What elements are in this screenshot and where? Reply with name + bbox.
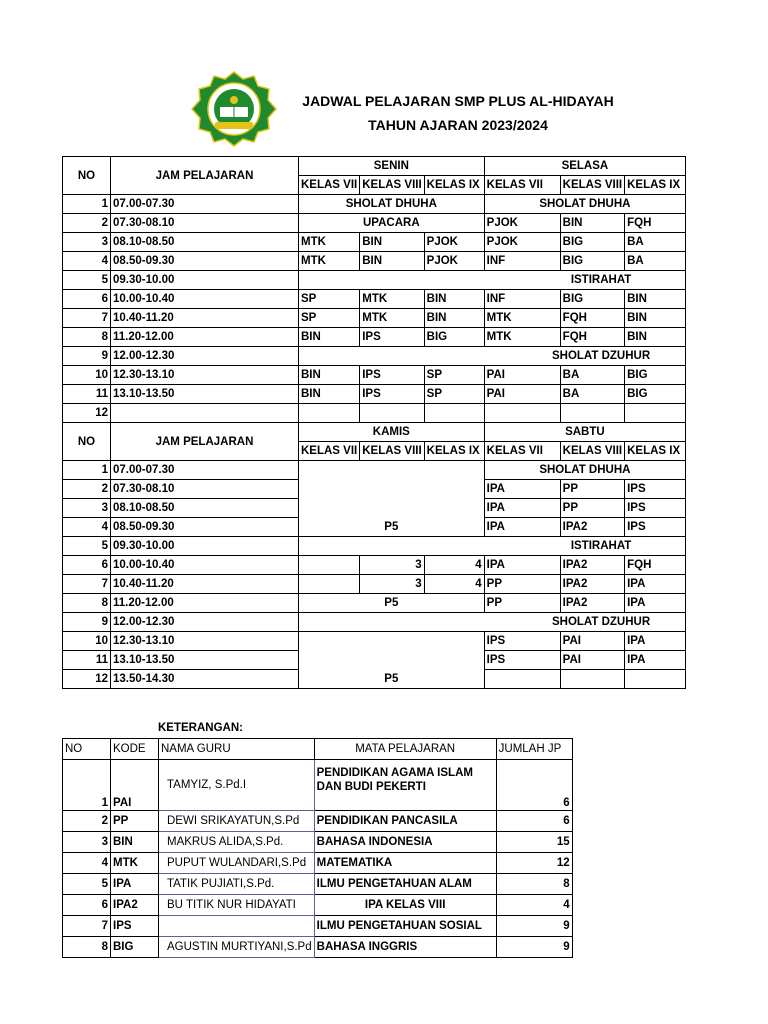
row-jp: 6 bbox=[496, 760, 572, 811]
subject-cell: MTK bbox=[484, 309, 560, 328]
subject-cell: PP bbox=[484, 575, 560, 594]
table-row bbox=[63, 556, 686, 575]
row-guru: PUPUT WULANDARI,S.Pd bbox=[159, 853, 315, 874]
table-row bbox=[63, 613, 686, 632]
subject-cell: BIN bbox=[360, 233, 424, 252]
subject-cell: PJOK bbox=[424, 233, 484, 252]
row-no: 4 bbox=[63, 518, 111, 537]
row-guru: TATIK PUJIATI,S.Pd. bbox=[159, 874, 315, 895]
header-kelas: KELAS VII bbox=[299, 442, 360, 461]
row-no: 10 bbox=[63, 632, 111, 651]
header-kelas: KELAS VII bbox=[484, 442, 560, 461]
subject-cell: INF bbox=[484, 290, 560, 309]
activity-cell: ISTIRAHAT bbox=[299, 537, 686, 556]
row-time: 07.30-08.10 bbox=[111, 214, 299, 233]
table-row bbox=[63, 632, 686, 651]
row-jp: 6 bbox=[496, 811, 572, 832]
row-no: 6 bbox=[63, 556, 111, 575]
subject-cell: PAI bbox=[484, 366, 560, 385]
row-kode: IPS bbox=[111, 916, 159, 937]
header-jam: JAM PELAJARAN bbox=[111, 157, 299, 195]
row-jp: 8 bbox=[496, 874, 572, 895]
subject-cell: IPS bbox=[484, 651, 560, 670]
header-guru: NAMA GURU bbox=[159, 739, 315, 760]
subject-cell: MTK bbox=[299, 233, 360, 252]
page-title: JADWAL PELAJARAN SMP PLUS AL-HIDAYAH bbox=[302, 93, 614, 109]
header-selasa: SELASA bbox=[484, 157, 685, 176]
row-guru: MAKRUS ALIDA,S.Pd. bbox=[159, 832, 315, 853]
subject-cell: FQH bbox=[625, 556, 686, 575]
subject-cell: IPA2 bbox=[560, 518, 624, 537]
subject-cell: PAI bbox=[484, 385, 560, 404]
schedule-table bbox=[62, 156, 686, 689]
activity-cell: ISTIRAHAT bbox=[299, 271, 686, 290]
subject-cell: BIN bbox=[625, 328, 686, 347]
header-jp: JUMLAH JP bbox=[496, 739, 572, 760]
table-row bbox=[63, 895, 573, 916]
row-no: 7 bbox=[63, 916, 111, 937]
row-time: 12.00-12.30 bbox=[111, 347, 299, 366]
header-mapel: MATA PELAJARAN bbox=[314, 739, 496, 760]
header-kelas: KELAS VIII bbox=[360, 176, 424, 195]
header-kelas: KELAS IX bbox=[424, 176, 484, 195]
subject-cell: PAI bbox=[560, 651, 624, 670]
row-time: 08.10-08.50 bbox=[111, 233, 299, 252]
table-row bbox=[63, 328, 686, 347]
row-no: 7 bbox=[63, 575, 111, 594]
table-row bbox=[63, 404, 686, 423]
subject-cell: BA bbox=[625, 233, 686, 252]
row-mapel: ILMU PENGETAHUAN ALAM bbox=[314, 874, 496, 895]
activity-cell: UPACARA bbox=[299, 214, 485, 233]
row-time: 08.50-09.30 bbox=[111, 518, 299, 537]
row-mapel: PENDIDIKAN AGAMA ISLAM DAN BUDI PEKERTI bbox=[314, 760, 496, 811]
table-row bbox=[63, 252, 686, 271]
header-kelas: KELAS VII bbox=[299, 176, 360, 195]
subject-cell: BIN bbox=[360, 252, 424, 271]
subject-cell: IPS bbox=[625, 518, 686, 537]
row-no: 1 bbox=[63, 195, 111, 214]
row-no: 3 bbox=[63, 233, 111, 252]
subject-cell: IPA2 bbox=[560, 556, 624, 575]
subject-cell: IPA bbox=[484, 480, 560, 499]
row-kode: IPA2 bbox=[111, 895, 159, 916]
subject-cell: BIN bbox=[424, 309, 484, 328]
page-subtitle: TAHUN AJARAN 2023/2024 bbox=[368, 117, 548, 133]
subject-cell: BIN bbox=[625, 290, 686, 309]
row-time: 10.00-10.40 bbox=[111, 290, 299, 309]
header-no: NO bbox=[63, 739, 111, 760]
table-row bbox=[63, 594, 686, 613]
subject-cell: IPA bbox=[625, 575, 686, 594]
subject-cell: IPA bbox=[625, 651, 686, 670]
subject-cell: PJOK bbox=[484, 233, 560, 252]
activity-cell: SHOLAT DHUHA bbox=[299, 195, 485, 214]
table-row bbox=[63, 347, 686, 366]
row-no: 10 bbox=[63, 366, 111, 385]
row-time: 11.20-12.00 bbox=[111, 594, 299, 613]
p5-cell: P5 bbox=[299, 594, 485, 613]
table-row bbox=[63, 874, 573, 895]
number-cell: 4 bbox=[424, 575, 484, 594]
row-kode: PP bbox=[111, 811, 159, 832]
header-kelas: KELAS IX bbox=[625, 176, 686, 195]
row-no: 3 bbox=[63, 832, 111, 853]
header-no: NO bbox=[63, 157, 111, 195]
subject-cell: BIN bbox=[625, 309, 686, 328]
subject-cell: SP bbox=[424, 385, 484, 404]
number-cell: 3 bbox=[360, 575, 424, 594]
row-no: 8 bbox=[63, 937, 111, 958]
subject-cell: BIN bbox=[560, 214, 624, 233]
row-time: 12.30-13.10 bbox=[111, 366, 299, 385]
subject-cell: PP bbox=[484, 594, 560, 613]
row-mapel: IPA KELAS VIII bbox=[314, 895, 496, 916]
row-no: 2 bbox=[63, 480, 111, 499]
row-time: 13.50-14.30 bbox=[111, 670, 299, 689]
header-kelas: KELAS VIII bbox=[560, 176, 624, 195]
activity-cell: SHOLAT DHUHA bbox=[484, 461, 685, 480]
row-no: 7 bbox=[63, 309, 111, 328]
header-kelas: KELAS IX bbox=[424, 442, 484, 461]
table-row bbox=[63, 271, 686, 290]
table-row bbox=[63, 937, 573, 958]
row-time: 13.10-13.50 bbox=[111, 385, 299, 404]
table-row bbox=[63, 832, 573, 853]
subject-cell: BIG bbox=[560, 252, 624, 271]
row-kode: BIG bbox=[111, 937, 159, 958]
row-no: 9 bbox=[63, 347, 111, 366]
row-mapel: PENDIDIKAN PANCASILA bbox=[314, 811, 496, 832]
header-kelas: KELAS VII bbox=[484, 176, 560, 195]
subject-cell: SP bbox=[424, 366, 484, 385]
table-row bbox=[63, 195, 686, 214]
row-no: 6 bbox=[63, 290, 111, 309]
row-time: 12.00-12.30 bbox=[111, 613, 299, 632]
number-cell: 3 bbox=[360, 556, 424, 575]
row-time: 08.10-08.50 bbox=[111, 499, 299, 518]
row-guru: BU TITIK NUR HIDAYATI bbox=[159, 895, 315, 916]
subject-cell: PJOK bbox=[484, 214, 560, 233]
row-kode: IPA bbox=[111, 874, 159, 895]
row-time: 13.10-13.50 bbox=[111, 651, 299, 670]
row-no: 9 bbox=[63, 613, 111, 632]
row-no: 11 bbox=[63, 651, 111, 670]
header-jam: JAM PELAJARAN bbox=[111, 423, 299, 461]
row-time: 08.50-09.30 bbox=[111, 252, 299, 271]
row-no: 6 bbox=[63, 895, 111, 916]
row-time: 07.30-08.10 bbox=[111, 480, 299, 499]
keterangan-header bbox=[63, 739, 573, 760]
row-mapel: MATEMATIKA bbox=[314, 853, 496, 874]
table-row bbox=[63, 537, 686, 556]
row-no: 11 bbox=[63, 385, 111, 404]
subject-cell: FQH bbox=[560, 309, 624, 328]
row-no: 12 bbox=[63, 404, 111, 423]
header-sabtu: SABTU bbox=[484, 423, 685, 442]
row-no: 5 bbox=[63, 537, 111, 556]
subject-cell: BIN bbox=[299, 328, 360, 347]
row-time: 11.20-12.00 bbox=[111, 328, 299, 347]
header-kamis: KAMIS bbox=[299, 423, 485, 442]
row-kode: PAI bbox=[111, 760, 159, 811]
row-time: 12.30-13.10 bbox=[111, 632, 299, 651]
row-guru bbox=[159, 916, 315, 937]
subject-cell: SP bbox=[299, 290, 360, 309]
subject-cell: BA bbox=[560, 385, 624, 404]
subject-cell: IPA bbox=[625, 632, 686, 651]
row-kode: MTK bbox=[111, 853, 159, 874]
row-no: 4 bbox=[63, 252, 111, 271]
subject-cell: IPA2 bbox=[560, 575, 624, 594]
subject-cell: PAI bbox=[560, 632, 624, 651]
row-no: 5 bbox=[63, 874, 111, 895]
row-jp: 9 bbox=[496, 916, 572, 937]
subject-cell: FQH bbox=[625, 214, 686, 233]
p5-block: P5 bbox=[299, 461, 485, 537]
row-mapel: BAHASA INGGRIS bbox=[314, 937, 496, 958]
table-row bbox=[63, 811, 573, 832]
row-no: 3 bbox=[63, 499, 111, 518]
row-no: 1 bbox=[63, 461, 111, 480]
row-mapel: ILMU PENGETAHUAN SOSIAL bbox=[314, 916, 496, 937]
subject-cell: INF bbox=[484, 252, 560, 271]
subject-cell: IPS bbox=[360, 328, 424, 347]
subject-cell: MTK bbox=[360, 309, 424, 328]
table-row bbox=[63, 760, 573, 811]
subject-cell: BIG bbox=[560, 290, 624, 309]
keterangan-title: KETERANGAN: bbox=[158, 722, 243, 734]
subject-cell: IPA bbox=[484, 556, 560, 575]
subject-cell: IPS bbox=[625, 499, 686, 518]
header-kelas: KELAS VIII bbox=[560, 442, 624, 461]
header-no: NO bbox=[63, 423, 111, 461]
header-kode: KODE bbox=[111, 739, 159, 760]
row-guru: DEWI SRIKAYATUN,S.Pd bbox=[159, 811, 315, 832]
row-mapel: BAHASA INDONESIA bbox=[314, 832, 496, 853]
table-row bbox=[63, 214, 686, 233]
subject-cell: IPS bbox=[625, 480, 686, 499]
header-senin: SENIN bbox=[299, 157, 485, 176]
subject-cell: SP bbox=[299, 309, 360, 328]
school-logo-emblem bbox=[191, 70, 277, 148]
table-row bbox=[63, 461, 686, 480]
table-row bbox=[63, 366, 686, 385]
subject-cell: BA bbox=[625, 252, 686, 271]
row-time: 10.40-11.20 bbox=[111, 575, 299, 594]
table-row bbox=[63, 290, 686, 309]
table-row bbox=[63, 853, 573, 874]
row-time: 09.30-10.00 bbox=[111, 537, 299, 556]
subject-cell: MTK bbox=[360, 290, 424, 309]
table-row bbox=[63, 309, 686, 328]
table-row bbox=[63, 233, 686, 252]
subject-cell: IPA bbox=[625, 594, 686, 613]
row-time: 07.00-07.30 bbox=[111, 461, 299, 480]
subject-cell: MTK bbox=[484, 328, 560, 347]
row-no: 5 bbox=[63, 271, 111, 290]
header-row bbox=[63, 423, 686, 442]
row-guru: TAMYIZ, S.Pd.I bbox=[159, 760, 315, 811]
row-time: 09.30-10.00 bbox=[111, 271, 299, 290]
header-kelas: KELAS VIII bbox=[360, 442, 424, 461]
activity-cell: SHOLAT DZUHUR bbox=[299, 347, 686, 366]
row-jp: 12 bbox=[496, 853, 572, 874]
row-jp: 9 bbox=[496, 937, 572, 958]
row-jp: 15 bbox=[496, 832, 572, 853]
row-guru: AGUSTIN MURTIYANI,S.Pd bbox=[159, 937, 315, 958]
subject-cell: IPS bbox=[484, 632, 560, 651]
table-row bbox=[63, 916, 573, 937]
row-no: 2 bbox=[63, 214, 111, 233]
row-no: 2 bbox=[63, 811, 111, 832]
table-row bbox=[63, 385, 686, 404]
subject-cell: IPS bbox=[360, 385, 424, 404]
subject-cell: IPA2 bbox=[560, 594, 624, 613]
subject-cell: PP bbox=[560, 499, 624, 518]
row-jp: 4 bbox=[496, 895, 572, 916]
subject-cell: BA bbox=[560, 366, 624, 385]
subject-cell: PP bbox=[560, 480, 624, 499]
p5-block: P5 bbox=[299, 632, 485, 689]
subject-cell: IPS bbox=[360, 366, 424, 385]
activity-cell: SHOLAT DHUHA bbox=[484, 195, 685, 214]
row-time: 10.40-11.20 bbox=[111, 309, 299, 328]
subject-cell: PJOK bbox=[424, 252, 484, 271]
table-row bbox=[63, 575, 686, 594]
activity-cell: SHOLAT DZUHUR bbox=[299, 613, 686, 632]
row-no: 8 bbox=[63, 594, 111, 613]
subject-cell: MTK bbox=[299, 252, 360, 271]
subject-cell: BIG bbox=[560, 233, 624, 252]
number-cell: 4 bbox=[424, 556, 484, 575]
subject-cell: BIG bbox=[625, 366, 686, 385]
subject-cell: BIG bbox=[424, 328, 484, 347]
row-no: 4 bbox=[63, 853, 111, 874]
subject-cell: IPA bbox=[484, 518, 560, 537]
subject-cell: FQH bbox=[560, 328, 624, 347]
subject-cell: IPA bbox=[484, 499, 560, 518]
subject-cell: BIG bbox=[625, 385, 686, 404]
row-time: 10.00-10.40 bbox=[111, 556, 299, 575]
row-kode: BIN bbox=[111, 832, 159, 853]
row-no: 1 bbox=[63, 760, 111, 811]
header-row bbox=[63, 157, 686, 176]
row-no: 8 bbox=[63, 328, 111, 347]
header-kelas: KELAS IX bbox=[625, 442, 686, 461]
row-time: 07.00-07.30 bbox=[111, 195, 299, 214]
row-no: 12 bbox=[63, 670, 111, 689]
subject-cell: BIN bbox=[424, 290, 484, 309]
subject-cell: BIN bbox=[299, 366, 360, 385]
subject-cell: BIN bbox=[299, 385, 360, 404]
keterangan-table bbox=[62, 738, 573, 958]
